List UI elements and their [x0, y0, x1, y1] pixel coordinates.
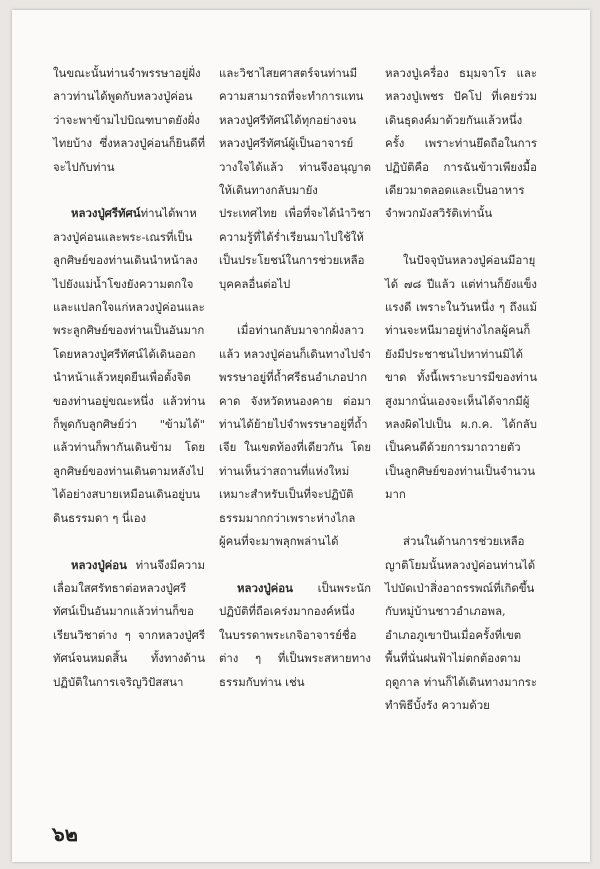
- bold-name: หลวงปู่ศรีทัศน์: [71, 206, 141, 221]
- bold-name: หลวงปู่ค่อน: [237, 580, 293, 595]
- paragraph: หลวงปู่เครื่อง ธมฺมจาโร และหลวงปู่เพชร ปัคโป ที่เคยร่วมเดินธุดงค์มาด้วยกันแล้วหนึ่งครั้ง เพราะท่านยึดถือในการปฏิบัติคือ การฉันข้าวเพียงมื้อเดียวมาตลอดและเป็นอาหารจำพวกมังสวิรัติเท่านั้น: [385, 66, 537, 221]
- text-column-3: [385, 62, 537, 717]
- book-page: [12, 10, 590, 862]
- paragraph: [53, 202, 205, 530]
- paragraph-text: ท่านได้พาหลวงปู่ค่อนและพระ-เณรที่เป็นลูกศิษย์ของท่านเดินนำหน้าลงไปยังแม่น้ำโขงยังความตกใจและแปลกใจแก่หลวงปู่ค่อนและพระลูกศิษย์ของท่านเป็นอันมาก โดยหลวงปู่ศรีทัศน์ได้เดินออกนำหน้าแล้วหยุดยืนเพื่อตั้งจิตของท่านอยู่ขณะหนึ่ง แล้วท่านก็พูดกับลูกศิษย์ว่า "ข้ามได้" แล้วท่านก็พากันเดินข้าม โดยลูกศิษย์ของท่านเดินตามหลังไปได้อย่างสบายเหมือนเดินอยู่บนดินธรรมดา ๆ นี่เอง: [53, 206, 205, 525]
- paragraph: ในปัจจุบันหลวงปู่ค่อนมีอายุได้ ๗๘ ปีแล้ว แต่ท่านก็ยังแข็งแรงดี เพราะในวันหนึ่ง ๆ ถึงแม้ท่านจะหนีมาอยู่ห่างไกลผู้คนก็ยังมีประชาชนไปหาท่านมิได้ขาด ทั้งนี้เพราะบารมีของท่านสูงมากนั่นเองจะเห็นได้จากมีผู้หลงผิดไปเป็น ผ.ก.ค. ได้กลับเป็นคนดีด้วยการมาถวายตัวเป็นลูกศิษย์ของท่านเป็นจำนวนมาก: [385, 253, 537, 502]
- paragraph: [53, 554, 205, 694]
- paragraph: และวิชาไสยศาสตร์จนท่านมีความสามารถที่จะทำการแทนหลวงปู่ศรีทัศน์ได้ทุกอย่างจนหลวงปู่ศรีทัศน์ผู้เป็นอาจารย์วางใจได้แล้ว ท่านจึงอนุญาตให้เดินทางกลับมายังประเทศไทย เพื่อที่จะได้นำวิชาความรู้ที่ได้ร่ำเรียนมาไปใช้ให้เป็นประโยชน์ในการช่วยเหลือบุคคลอื่นต่อไป: [219, 66, 371, 291]
- paragraph-text: เป็นพระนักปฏิบัติที่ถือเคร่งมากองค์หนึ่ง ในบรรดาพระเกจิอาจารย์ชื่อต่าง ๆ ที่เป็นพระสหายทางธรรมกับท่าน เช่น: [219, 580, 371, 689]
- text-column-2: [219, 62, 371, 694]
- paragraph: ในขณะนั้นท่านจำพรรษาอยู่ฝั่งลาวท่านได้พูดกับหลวงปู่ค่อนว่าจะพาข้ามไปบิณฑบาตยังฝั่งไทยบ้าง ซึ่งหลวงปู่ค่อนก็ยินดีที่จะไปกับท่าน: [53, 66, 205, 174]
- paragraph-text: ท่านจึงมีความเลื่อมใสศรัทธาต่อหลวงปู่ศรีทัศน์เป็นอันมากแล้วท่านก็ขอเรียนวิชาต่าง ๆ จากหลวงปู่ศรีทัศน์จนหมดสิ้น ทั้งทางด้านปฏิบัติในการเจริญวิปัสสนา: [53, 557, 205, 689]
- paragraph: เมื่อท่านกลับมาจากฝั่งลาวแล้ว หลวงปู่ค่อนก็เดินทางไปจำพรรษาอยู่ที่ถ้ำศรีธนอำเภอปากคาด จังหวัดหนองคาย ต่อมาท่านได้ย้ายไปจำพรรษาอยู่ที่ถ้ำเจีย ในเขตท้องที่เดียวกัน โดยท่านเห็นว่าสถานที่แห่งใหม่เหมาะสำหรับเป็นที่จะปฏิบัติธรรมมากกว่าเพราะห่างไกลผู้คนที่จะมาพลุกพล่านได้: [219, 323, 371, 549]
- paragraph: ส่วนในด้านการช่วยเหลือญาติโยมนั้นหลวงปู่ค่อนท่านได้ไปบัดเป่าสิ่งอาถรรพณ์ที่เกิดขึ้นกับหมู่บ้านชาวอำเภอพล, อำเภอภูเขาปันเมื่อครั้งที่เขตพื้นที่นั่นฝนฟ้าไม่ตกต้องตามฤดูกาล ท่านก็ได้เดินทางมากระทำพิธีบั้งรัง ความด้วย: [385, 534, 537, 712]
- paragraph: [219, 577, 371, 694]
- bold-name: หลวงปู่ค่อน: [71, 557, 127, 572]
- text-column-1: [53, 62, 205, 694]
- page-number: ๖๒: [52, 822, 78, 846]
